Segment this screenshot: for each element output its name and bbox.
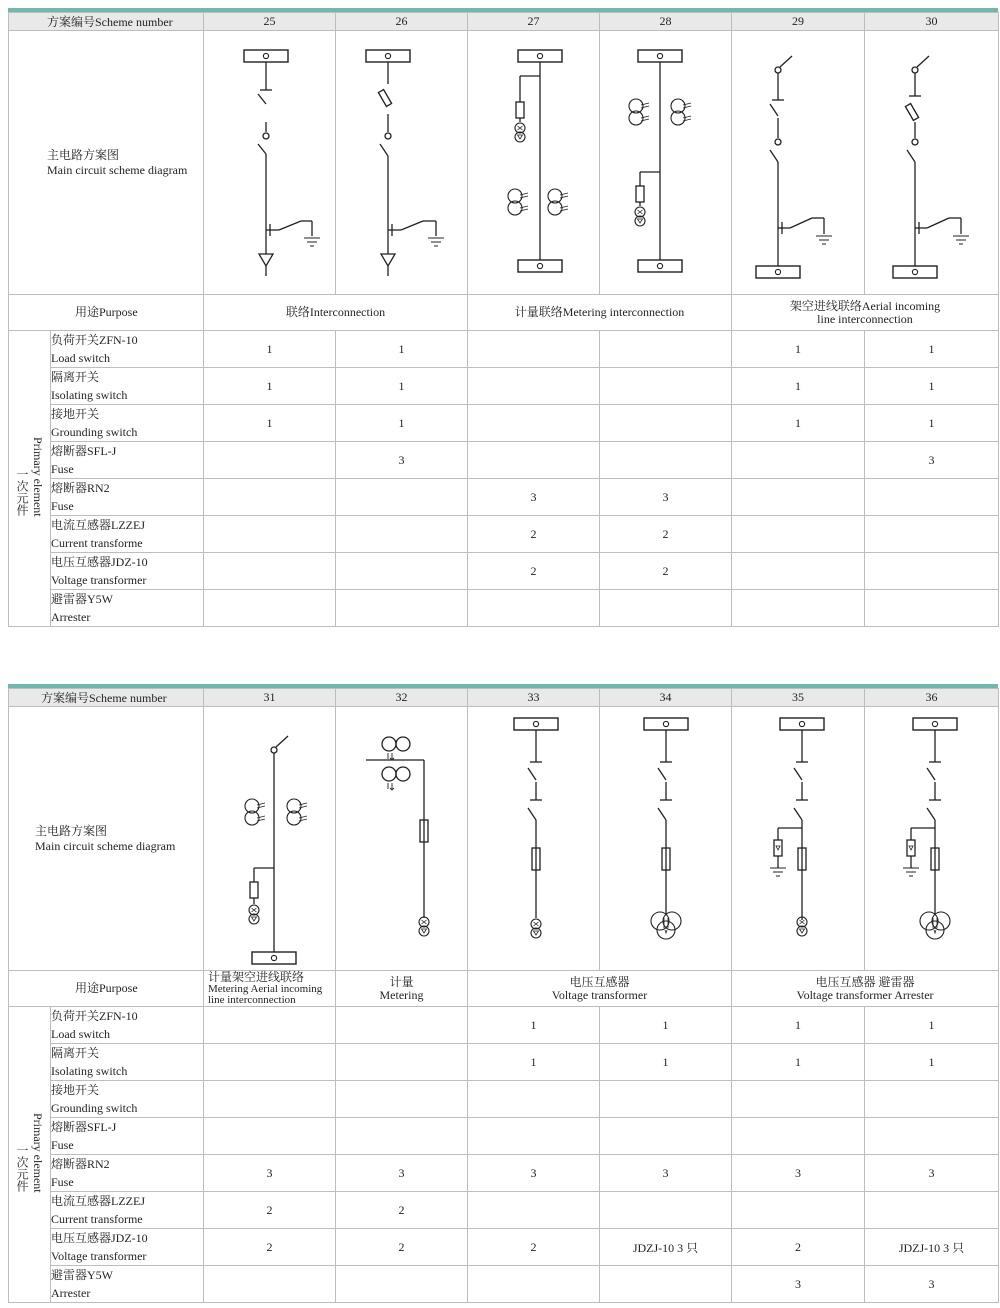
element-qty: 3 [468,1155,600,1192]
element-qty [732,553,865,590]
element-qty: 1 [865,405,999,442]
element-name-en: Current transforme [51,1212,143,1226]
element-name-cn: 接地开关 [51,1083,100,1097]
element-name-cn: 接地开关 [51,407,100,421]
purpose-row [9,971,999,1007]
element-qty [732,1118,865,1155]
element-name-en: Voltage transformer [51,573,147,587]
element-row [9,590,999,627]
element-qty: 1 [204,368,336,405]
purpose-vt-arrester-en: Voltage transformer Arrester [796,987,934,1002]
element-qty: 1 [865,368,999,405]
element-qty [865,1081,999,1118]
element-qty [204,1118,336,1155]
element-row [9,479,999,516]
element-qty [336,1118,468,1155]
group-label-cn: 一次元件 [15,468,29,517]
element-qty [468,442,600,479]
element-name-en: Arrester [51,1286,91,1300]
element-qty [204,442,336,479]
element-qty: 1 [732,405,865,442]
element-qty [865,553,999,590]
purpose-interconnection: 联络Interconnection [204,295,468,331]
element-qty [600,1118,732,1155]
element-row [9,1229,999,1266]
element-qty: JDZJ-10 3 只 [600,1229,732,1266]
purpose-31-cn: 计量架空进线联络 [208,970,305,984]
scheme-number-cell: 36 [865,689,999,707]
element-qty: 1 [336,405,468,442]
element-name-cn: 隔离开关 [51,1046,100,1060]
element-name-cn: 避雷器Y5W [51,592,113,606]
element-qty: 2 [336,1229,468,1266]
element-name-cn: 电流互感器LZZEJ [51,1194,145,1208]
element-qty: 3 [204,1155,336,1192]
purpose-32-en: Metering [379,987,424,1002]
element-row [9,368,999,405]
element-qty [468,1266,600,1303]
element-name-en: Grounding switch [51,425,138,439]
purpose-31-en1: Metering Aerial incoming [208,983,323,995]
element-name-cn: 熔断器SFL-J [51,444,117,458]
primary-element-group [9,331,51,627]
element-qty [865,1118,999,1155]
element-name-cn: 负荷开关ZFN-10 [51,1009,138,1023]
element-name-cn: 电压互感器JDZ-10 [51,1231,148,1245]
element-qty: 1 [732,331,865,368]
circuit-diagram-31 [204,708,336,970]
element-name-en: Fuse [51,1138,74,1152]
element-qty: 1 [600,1044,732,1081]
element-qty: 1 [600,1007,732,1044]
element-qty [732,590,865,627]
scheme-number-cell: 27 [468,13,600,31]
element-qty [600,1192,732,1229]
element-qty [468,1192,600,1229]
circuit-diagram-36 [865,708,999,970]
element-row [9,516,999,553]
element-qty [600,1081,732,1118]
scheme-number-cell: 25 [204,13,336,31]
circuit-diagram-27 [468,32,600,294]
group-label-cn: 一次元件 [15,1144,29,1193]
diagram-label-cn: 主电路方案图 [35,823,108,838]
element-name-cn: 电压互感器JDZ-10 [51,555,148,569]
circuit-diagram-35 [732,708,865,970]
element-qty [732,479,865,516]
diagram-row [9,31,999,295]
element-qty: 1 [865,331,999,368]
element-qty: 2 [468,553,600,590]
circuit-diagram-26 [336,32,468,294]
element-qty [468,590,600,627]
diagram-row [9,707,999,971]
element-name-en: Arrester [51,610,91,624]
element-qty [865,516,999,553]
element-qty: 2 [468,516,600,553]
element-qty [336,516,468,553]
element-qty [336,1044,468,1081]
group-label-en: Primary element [31,436,45,517]
element-qty [204,479,336,516]
element-qty: 3 [732,1155,865,1192]
element-row [9,1007,999,1044]
element-name-cn: 避雷器Y5W [51,1268,113,1282]
element-name-cn: 隔离开关 [51,370,100,384]
element-qty: 3 [336,442,468,479]
element-name-en: Fuse [51,499,74,513]
element-qty [468,368,600,405]
diagram-label-cn: 主电路方案图 [47,147,120,162]
scheme-number-cell: 26 [336,13,468,31]
element-qty [865,479,999,516]
element-name-en: Voltage transformer [51,1249,147,1263]
element-qty [336,1266,468,1303]
scheme-table-2 [8,688,999,1303]
circuit-diagram-25 [204,32,336,294]
scheme-number-cell: 35 [732,689,865,707]
element-qty: 2 [204,1229,336,1266]
element-qty [600,590,732,627]
scheme-number-label: 方案编号Scheme number [41,691,167,705]
scheme-number-cell: 28 [600,13,732,31]
element-row [9,1118,999,1155]
element-qty [468,405,600,442]
element-qty: 2 [204,1192,336,1229]
circuit-diagram-32 [336,708,468,970]
purpose-label: 用途Purpose [9,295,204,331]
element-qty: 1 [336,331,468,368]
element-qty [468,331,600,368]
element-row [9,1192,999,1229]
element-qty: 2 [468,1229,600,1266]
element-qty: 1 [732,1007,865,1044]
element-qty: 1 [468,1007,600,1044]
element-name-cn: 熔断器RN2 [51,1157,110,1171]
element-name-en: Current transforme [51,536,143,550]
element-qty [732,516,865,553]
element-name-cn: 负荷开关ZFN-10 [51,333,138,347]
purpose-metering-interconnection: 计量联络Metering interconnection [468,295,732,331]
purpose-31-en2: line interconnection [208,994,296,1006]
element-qty: 3 [468,479,600,516]
element-qty: 1 [468,1044,600,1081]
element-qty: 2 [600,553,732,590]
circuit-diagram-34 [600,708,732,970]
element-row [9,1266,999,1303]
element-qty: 1 [732,368,865,405]
element-qty [204,1044,336,1081]
element-qty: 1 [204,331,336,368]
element-qty: 3 [865,1155,999,1192]
element-row [9,553,999,590]
purpose-aerial-line2: line interconnection [817,311,913,326]
element-name-cn: 电流互感器LZZEJ [51,518,145,532]
element-qty: 2 [600,516,732,553]
purpose-row [9,295,999,331]
element-qty [600,368,732,405]
circuit-diagram-28 [600,32,732,294]
group-label-en: Primary element [31,1112,45,1193]
element-qty [732,442,865,479]
scheme-number-cell: 33 [468,689,600,707]
element-qty: 3 [732,1266,865,1303]
scheme-number-cell: 29 [732,13,865,31]
element-qty: JDZJ-10 3 只 [865,1229,999,1266]
scheme-number-cell: 34 [600,689,732,707]
purpose-label: 用途Purpose [9,971,204,1007]
element-qty: 3 [865,1266,999,1303]
element-row [9,1081,999,1118]
element-qty [204,516,336,553]
element-row [9,405,999,442]
element-qty [336,553,468,590]
element-qty [204,553,336,590]
header-row [9,13,999,31]
circuit-diagram-29 [732,32,865,294]
element-row [9,1155,999,1192]
element-qty: 3 [865,442,999,479]
element-qty [336,1081,468,1118]
scheme-table-1 [8,12,999,627]
element-row [9,442,999,479]
element-name-en: Fuse [51,1175,74,1189]
element-qty: 3 [336,1155,468,1192]
element-name-en: Isolating switch [51,388,128,402]
element-qty [336,479,468,516]
element-qty [336,1007,468,1044]
header-row [9,689,999,707]
element-qty: 2 [732,1229,865,1266]
element-name-cn: 熔断器SFL-J [51,1120,117,1134]
primary-element-group [9,1007,51,1303]
element-qty: 1 [732,1044,865,1081]
element-qty: 1 [204,405,336,442]
purpose-aerial-line1: 架空进线联络Aerial incoming [789,298,941,313]
element-name-en: Grounding switch [51,1101,138,1115]
element-qty: 3 [600,1155,732,1192]
element-qty [600,405,732,442]
element-qty: 3 [600,479,732,516]
scheme-number-cell: 31 [204,689,336,707]
scheme-number-label: 方案编号Scheme number [47,15,173,29]
element-qty [336,590,468,627]
element-qty [600,1266,732,1303]
element-qty [865,590,999,627]
purpose-vt-arrester-cn: 电压互感器 避雷器 [815,974,915,989]
purpose-32-cn: 计量 [389,974,414,989]
purpose-voltage-transformer-en: Voltage transformer [551,987,648,1002]
element-qty [468,1081,600,1118]
element-qty [204,590,336,627]
element-qty [732,1192,865,1229]
element-qty: 1 [336,368,468,405]
element-row [9,1044,999,1081]
element-qty [204,1266,336,1303]
diagram-label-en: Main circuit scheme diagram [47,162,188,177]
element-qty: 1 [865,1007,999,1044]
scheme-number-cell: 30 [865,13,999,31]
element-qty [600,331,732,368]
purpose-voltage-transformer-cn: 电压互感器 [569,974,630,989]
element-name-en: Isolating switch [51,1064,128,1078]
element-qty: 2 [336,1192,468,1229]
element-row [9,331,999,368]
element-qty [204,1081,336,1118]
element-qty [865,1192,999,1229]
element-qty [600,442,732,479]
element-qty: 1 [865,1044,999,1081]
element-name-en: Fuse [51,462,74,476]
element-name-cn: 熔断器RN2 [51,481,110,495]
diagram-label-en: Main circuit scheme diagram [35,838,176,853]
circuit-diagram-33 [468,708,600,970]
element-qty [204,1007,336,1044]
element-name-en: Load switch [51,1027,110,1041]
element-name-en: Load switch [51,351,110,365]
circuit-diagram-30 [865,32,999,294]
element-qty [468,1118,600,1155]
scheme-number-cell: 32 [336,689,468,707]
element-qty [732,1081,865,1118]
